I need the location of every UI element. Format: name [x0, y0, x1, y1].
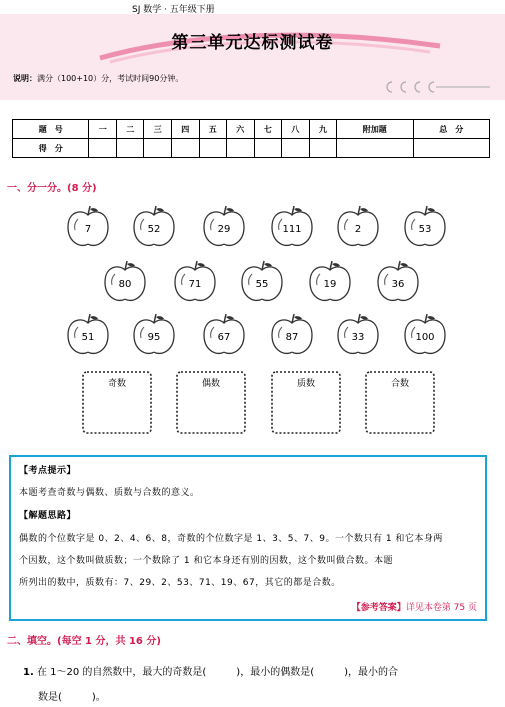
- score-header-cell: 一: [89, 120, 117, 139]
- score-blank-cell[interactable]: [116, 139, 144, 158]
- apple-number: 53: [418, 224, 432, 235]
- score-header-cell: 附加题: [337, 120, 413, 139]
- score-blank-cell[interactable]: [337, 139, 413, 158]
- apple-number-card: [334, 313, 382, 357]
- score-table-header-row: [13, 120, 490, 139]
- apple-number: 33: [351, 332, 365, 343]
- apple-number: 67: [217, 332, 231, 343]
- score-label-cell: 得 分: [13, 139, 89, 158]
- apple-number: 87: [285, 332, 299, 343]
- score-header-cell: 总 分: [413, 120, 489, 139]
- apple-number: 111: [282, 224, 302, 235]
- category-box[interactable]: [270, 370, 342, 435]
- silu-line-3: 所列出的数中，质数有：7、29、2、53、71、19、67，其它的都是合数。: [19, 578, 341, 588]
- score-header-cell: 五: [199, 120, 227, 139]
- apple-number: 100: [415, 332, 435, 343]
- score-blank-cell[interactable]: [309, 139, 337, 158]
- apple-number: 29: [217, 224, 231, 235]
- section1-title: 一、分一分。(8 分): [7, 183, 97, 194]
- category-box-label: 偶数: [201, 379, 220, 389]
- score-header-cell: 八: [282, 120, 310, 139]
- apple-number: 2: [354, 224, 362, 235]
- score-header-cell: 七: [254, 120, 282, 139]
- apple-number-card: [401, 205, 449, 249]
- book-series: SJ 数学 · 五年级下册: [132, 5, 215, 15]
- apple-number-card: [101, 260, 149, 304]
- answer-reference: 【参考答案】详见本卷第 75 页: [351, 603, 477, 613]
- category-box-label: 合数: [390, 379, 409, 389]
- score-blank-cell[interactable]: [89, 139, 117, 158]
- apple-number-card: [130, 313, 178, 357]
- apple-number-card: [306, 260, 354, 304]
- score-header-cell: 三: [144, 120, 172, 139]
- apple-number-card: [268, 205, 316, 249]
- score-header-cell: 题 号: [13, 120, 89, 139]
- kaodian-text: 本题考查奇数与偶数、质数与合数的意义。: [19, 488, 200, 498]
- apple-number-card: [334, 205, 382, 249]
- apple-number: 52: [147, 224, 161, 235]
- section2-title: 二、填空。(每空 1 分，共 16 分): [7, 636, 161, 647]
- apple-number: 95: [147, 332, 161, 343]
- category-box-label: 质数: [296, 379, 315, 389]
- category-box[interactable]: [81, 370, 153, 435]
- apple-number: 55: [255, 279, 269, 290]
- category-box-label: 奇数: [107, 379, 126, 389]
- score-header-cell: 九: [309, 120, 337, 139]
- apple-number-card: [401, 313, 449, 357]
- page-title: 第三单元达标测试卷: [171, 33, 334, 53]
- apple-number: 7: [84, 224, 92, 235]
- score-blank-cell[interactable]: [144, 139, 172, 158]
- apple-number: 80: [118, 279, 132, 290]
- apple-number-card: [268, 313, 316, 357]
- score-table-score-row: [13, 139, 490, 158]
- score-blank-cell[interactable]: [227, 139, 255, 158]
- score-blank-cell[interactable]: [413, 139, 489, 158]
- score-table: [12, 119, 490, 158]
- apple-number-card: [238, 260, 286, 304]
- score-header-cell: 二: [116, 120, 144, 139]
- silu-line-1: 偶数的个位数字是 0、2、4、6、8，奇数的个位数字是 1、3、5、7、9。一个数只有 1 和它本身两: [19, 534, 443, 544]
- apple-number-card: [200, 205, 248, 249]
- apple-number: 51: [81, 332, 95, 343]
- question-1-continued: 数是( )。: [38, 692, 106, 703]
- score-blank-cell[interactable]: [199, 139, 227, 158]
- score-blank-cell[interactable]: [254, 139, 282, 158]
- category-box[interactable]: [364, 370, 436, 435]
- score-header-cell: 四: [171, 120, 199, 139]
- score-header-cell: 六: [227, 120, 255, 139]
- apple-number-card: [64, 313, 112, 357]
- apple-number-card: [374, 260, 422, 304]
- score-blank-cell[interactable]: [282, 139, 310, 158]
- apple-number-card: [171, 260, 219, 304]
- apple-number-card: [130, 205, 178, 249]
- silu-title: 【解题思路】: [19, 511, 77, 521]
- apple-number-card: [200, 313, 248, 357]
- exam-note: 说明：满分（100+10）分，考试时间90分钟。: [13, 74, 184, 83]
- apple-number: 36: [391, 279, 405, 290]
- kaodian-title: 【考点提示】: [19, 466, 77, 476]
- hint-box: [9, 455, 487, 621]
- apple-number: 19: [323, 279, 337, 290]
- apple-number-card: [64, 205, 112, 249]
- question-1: 1. 在 1～20 的自然数中，最大的奇数是( )，最小的偶数是( )，最小的合: [23, 667, 399, 678]
- category-box[interactable]: [175, 370, 247, 435]
- silu-line-2: 个因数，这个数叫做质数；一个数除了 1 和它本身还有别的因数，这个数叫做合数。本题: [19, 556, 393, 566]
- apple-number: 71: [188, 279, 202, 290]
- score-blank-cell[interactable]: [171, 139, 199, 158]
